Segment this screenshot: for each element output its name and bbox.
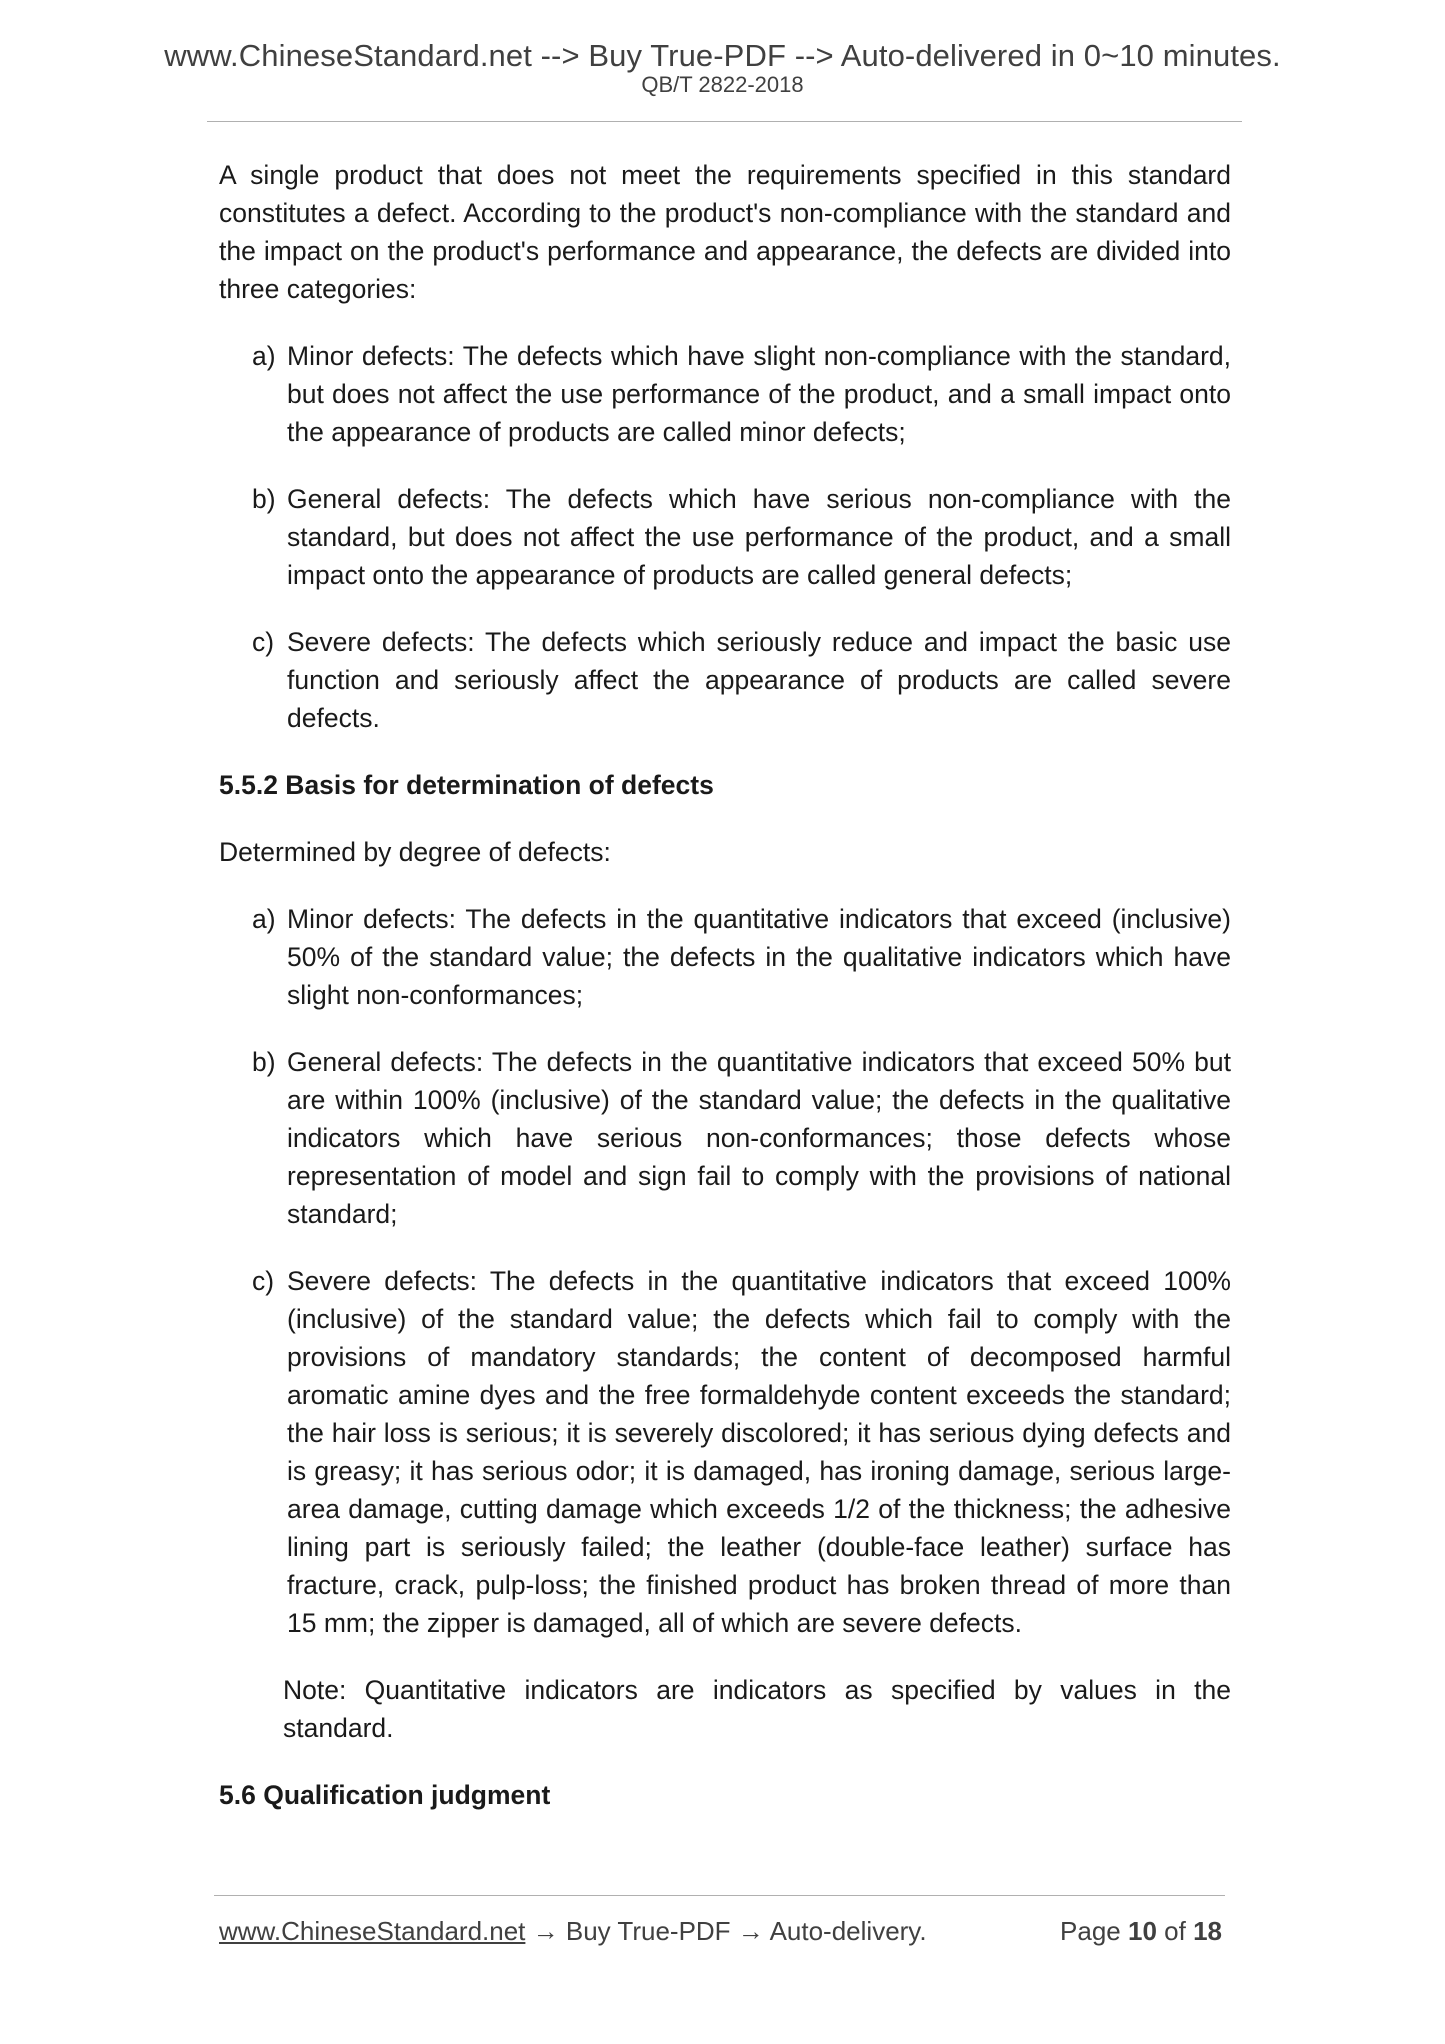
item-text: Severe defects: The defects which seriously reduce and impact the basic use function and seriously affect the appearance of products are called severe defects. (287, 627, 1231, 733)
note-paragraph: Note: Quantitative indicators are indicators as specified by values in the standard. (283, 1675, 1231, 1743)
page-total: 18 (1193, 1916, 1222, 1946)
determined-paragraph: Determined by degree of defects: (219, 837, 611, 867)
section-heading-5-5-2: 5.5.2 Basis for determination of defects (219, 770, 714, 800)
section-heading-5-6: 5.6 Qualification judgment (219, 1780, 551, 1810)
header-divider (207, 121, 1242, 122)
category-item (219, 337, 1231, 451)
item-label: b) (252, 1047, 276, 1077)
page-number: 10 (1128, 1916, 1157, 1946)
degree-item (219, 1262, 1231, 1642)
document-body (219, 156, 1231, 1843)
item-label: b) (252, 484, 276, 514)
page-word: Page (1060, 1916, 1121, 1946)
intro-paragraph: A single product that does not meet the requirements specified in this standard constitutes a defect. According to the product's non-compliance with the standard and the impact on the product's performance and appearance, the defects are divided into three categories: (219, 160, 1231, 304)
item-label: a) (252, 904, 276, 934)
item-text: General defects: The defects which have serious non-compliance with the standard, but does not affect the use performance of the product, and a small impact onto the appearance of products are called general defects; (287, 484, 1231, 590)
footer-tagline: → Buy True-PDF → Auto-delivery. (525, 1916, 927, 1946)
item-text: Minor defects: The defects in the quantitative indicators that exceed (inclusive) 50% of the standard value; the defects in the qualitative indicators which have slight non-conformances; (287, 904, 1231, 1010)
item-label: a) (252, 341, 276, 371)
of-word: of (1164, 1916, 1186, 1946)
degree-item (219, 900, 1231, 1014)
page-indicator (1060, 1916, 1222, 1947)
degree-item (219, 1043, 1231, 1233)
standard-code: QB/T 2822-2018 (641, 72, 804, 97)
footer-divider (214, 1895, 1225, 1896)
footer-left (219, 1916, 927, 1947)
header-banner: www.ChineseStandard.net --> Buy True-PDF --> Auto-delivered in 0~10 minutes. (164, 38, 1281, 73)
item-text: Severe defects: The defects in the quantitative indicators that exceed 100% (inclusive) of the standard value; the defects which fail to comply with the provisions of mandatory standards; the content of decomposed harmful aromatic amine dyes and the free formaldehyde content exceeds the standard; the hair loss is serious; it is severely discolored; it has serious dying defects and is greasy; it has serious odor; it is damaged, has ironing damage, serious large-area damage, cutting damage which exceeds 1/2 of the thickness; the adhesive lining part is seriously failed; the leather (double-face leather) surface has fracture, crack, pulp-loss; the finished product has broken thread of more than 15 mm; the zipper is damaged, all of which are severe defects. (287, 1266, 1231, 1638)
item-text: General defects: The defects in the quantitative indicators that exceed 50% but are within 100% (inclusive) of the standard value; the defects in the qualitative indicators which have serious non-conformances; those defects whose representation of model and sign fail to comply with the provisions of national standard; (287, 1047, 1231, 1229)
item-text: Minor defects: The defects which have slight non-compliance with the standard, but does not affect the use performance of the product, and a small impact onto the appearance of products are called minor defects; (287, 341, 1231, 447)
item-label: c) (252, 1266, 275, 1296)
item-label: c) (252, 627, 275, 657)
footer-site-link[interactable]: www.ChineseStandard.net (219, 1916, 526, 1946)
category-item (219, 480, 1231, 594)
category-item (219, 623, 1231, 737)
